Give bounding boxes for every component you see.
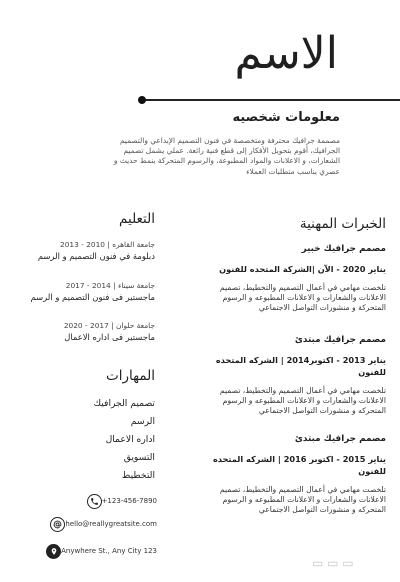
experience-date-company: يناير 2013 - اكتوبر2014 | الشركه المتحده للفنون [215, 355, 386, 377]
education-title: التعليم [119, 211, 155, 227]
experience-item [206, 433, 386, 514]
address-text: Anywhere St., Any City 123 [61, 547, 157, 555]
experience-item [206, 243, 386, 312]
contact-email [41, 516, 157, 532]
experience-role: مصمم جرافيك خبير [301, 244, 386, 254]
education-item [0, 321, 155, 344]
experience-date-company: يناير 2020 - الآن |الشركة المتحده للفنون [219, 264, 386, 274]
skill-item: التسويق [123, 452, 155, 463]
experience-date-company: يناير 2015 - اكتوبر 2016 | الشركه المتحده للفنون [212, 454, 386, 476]
education-degree: دبلومة في فنون التصميم و الرسم [37, 251, 155, 261]
experience-description: تلخصت مهامي في أعمال التصميم والتخطيط، تصميم الاعلانات والشعارات و الاعلانات المطبوعه و الرسوم المتحركه و منشورات التواصل الاجتماعي [219, 386, 386, 415]
resume-name: الاسم [234, 28, 338, 79]
skills-list [15, 395, 155, 485]
experience-role: مصمم جرافيك مبتدئ [294, 434, 386, 444]
education-item [0, 281, 155, 304]
education-school: جامعة حلوان | 2017 - 2020 [63, 321, 155, 330]
skill-item: التخطيط [121, 470, 155, 481]
phone-icon [87, 494, 102, 509]
phone-number: +123-456-7890 [101, 497, 157, 505]
education-item [0, 240, 155, 263]
skill-item: تصميم الجرافيك [93, 398, 155, 409]
skills-title: المهارات [106, 368, 155, 384]
watermark-logo: ▭ ▭ ▭ [312, 556, 354, 570]
skill-item: الرسم [130, 416, 155, 427]
experience-title: الخبرات المهنية [299, 216, 386, 232]
experience-description: تلخصت مهامي في أعمال التصميم والتخطيط، تصميم الاعلانات والشعارات و الاعلانات المطبوعه و الرسوم المتحركة و منشورات التواصل الاجتماعي [219, 283, 386, 312]
education-degree: ماجستير فى اداره الاعمال [64, 332, 155, 342]
experience-role: مصمم جرافيك مبتدئ [294, 335, 386, 345]
email-address: hello@reallygreatsite.com [65, 520, 157, 528]
contact-phone [78, 493, 157, 509]
header-divider [141, 99, 400, 101]
personal-info-title: معلومات شخصيه [232, 110, 340, 125]
contact-address [37, 543, 157, 559]
skill-item: اداره الاعمال [105, 434, 155, 445]
location-pin-icon [46, 544, 61, 559]
personal-info-text: مصممة جرافيك محترفة ومتخصصة في فنون التصميم الإبداعي والتصميم الجرافيك، أقوم بتحويل الأفكار إلى قطع فنية رائعة. عملي يشمل تصميم الشعارات، و الاعلانات والمواد المطبوعة، والرسوم المتحركة بنمط حديث و عصري يناسب متطلبات العملاء [113, 136, 340, 176]
divider-dot [138, 96, 146, 104]
education-school: جامعة سيناء | 2014 - 2017 [65, 281, 155, 290]
experience-item [206, 334, 386, 415]
education-school: جامعة القاهره | 2010 - 2013 [60, 240, 155, 249]
experience-description: تلخصت مهامي في أعمال التصميم والتخطيط، تصميم الاعلانات والشعارات و الاعلانات المطبوعه و الرسوم المتحركه و منشورات التواصل الاجتماعي [219, 485, 386, 514]
email-icon [50, 517, 65, 532]
education-degree: ماجستير فى فنون التصميم و الرسم [30, 292, 155, 302]
